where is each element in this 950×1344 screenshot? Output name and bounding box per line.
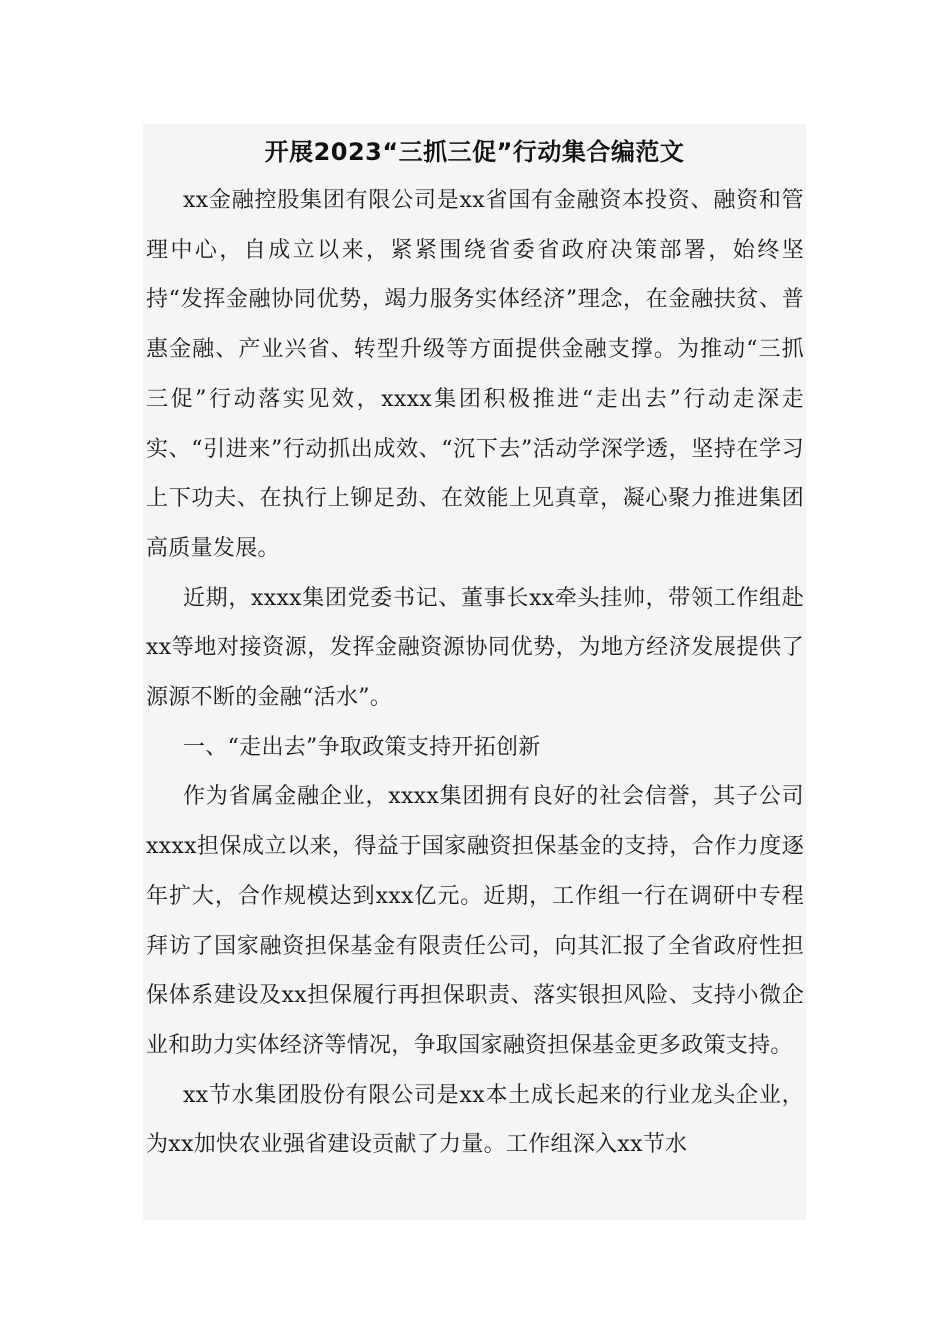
section-heading-one: 一、“走出去”争取政策支持开拓创新	[183, 734, 541, 760]
document-title: 开展2023“三抓三促”行动集合编范文	[264, 138, 685, 166]
paragraph-intro: xx金融控股集团有限公司是xx省国有金融资本投资、融资和管理中心，自成立以来，紧紧围绕省委省政府决策部署，始终坚持“发挥金融协同优势，竭力服务实体经济”理念，在金融扶贫、普惠金融、产业兴省、转型升级等方面提供金融支撑。为推动“三抓三促”行动落实见效，xxxx集团积极推进“走出去”行动走深走实、“引进来”行动抓出成效、“沉下去”活动学深学透，坚持在学习上下功夫、在执行上铆足劲、在效能上见真章，凝心聚力推进集团高质量发展。	[146, 188, 804, 561]
document-body	[146, 176, 804, 1170]
paragraph-water-saving: xx节水集团股份有限公司是xx本土成长起来的行业龙头企业，为xx加快农业强省建设贡献了力量。工作组深入xx节水	[146, 1082, 804, 1158]
paragraph-recent: 近期，xxxx集团党委书记、董事长xx牵头挂帅，带领工作组赴xx等地对接资源，发挥金融资源协同优势，为地方经济发展提供了源源不断的金融“活水”。	[146, 585, 804, 711]
paragraph-guarantee: 作为省属金融企业，xxxx集团拥有良好的社会信誉，其子公司xxxx担保成立以来，得益于国家融资担保基金的支持，合作力度逐年扩大，合作规模达到xxx亿元。近期，工作组一行在调研中专程拜访了国家融资担保基金有限责任公司，向其汇报了全省政府性担保体系建设及xx担保履行再担保职责、落实银担风险、支持小微企业和助力实体经济等情况，争取国家融资担保基金更多政策支持。	[146, 784, 804, 1058]
